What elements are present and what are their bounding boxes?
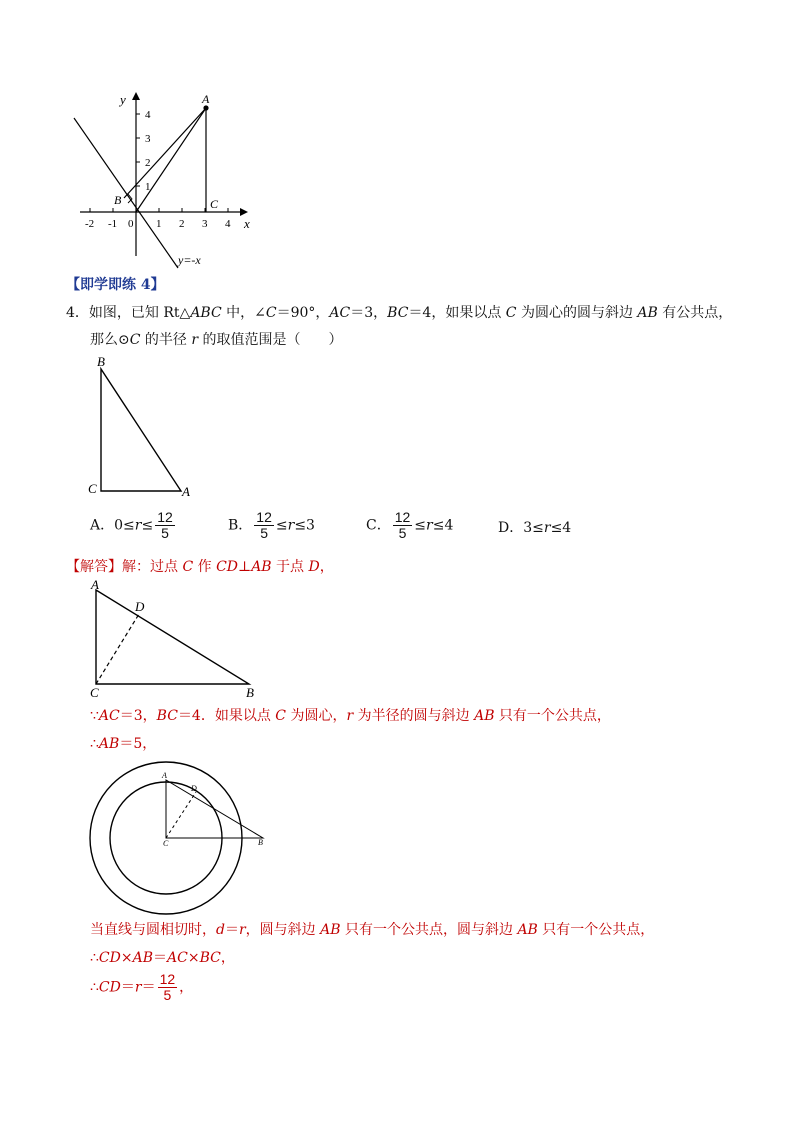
option-d[interactable]: D．3≤r≤4 — [498, 520, 572, 536]
y-tick: 4 — [145, 109, 151, 121]
answer-tag: 【解答】 — [66, 559, 122, 575]
option-a[interactable]: A．0≤r≤ $\frac{12}{5}$ — [90, 509, 173, 541]
circ-a-label: A — [162, 771, 167, 780]
tri1-a-label: A — [182, 484, 190, 499]
point-a-dot — [203, 105, 208, 110]
y-tick: 2 — [145, 157, 151, 169]
x-tick: 0 — [128, 218, 134, 230]
circles-figure — [86, 758, 276, 920]
x-tick: 1 — [156, 218, 162, 230]
x-axis-label: x — [244, 216, 250, 231]
point-b-label: B — [114, 193, 122, 207]
x-tick: 4 — [225, 218, 231, 230]
question-line-1: 4．如图，已知 Rt△ABC 中，∠C＝90°，AC＝3，BC＝4，如果以点 C 为圆心的圆与斜边 AB 有公共点， — [66, 305, 733, 321]
x-tick: 3 — [202, 218, 208, 230]
circ-d-label: D — [191, 784, 197, 793]
y-axis-label: y — [120, 92, 126, 107]
tri1-c-label: C — [88, 481, 97, 496]
answer-line-4: 当直线与圆相切时，d＝r，圆与斜边 AB 只有一个公共点，圆与斜边 AB 只有一个公共点， — [90, 922, 655, 938]
circ-c-label: C — [163, 839, 169, 848]
x-tick: 2 — [179, 218, 185, 230]
tri2-c-label: C — [90, 685, 99, 700]
triangle-figure-1 — [86, 354, 202, 500]
point-c-label: C — [210, 197, 219, 211]
point-a-label: A — [202, 92, 210, 106]
tri2-d-label: D — [135, 599, 145, 614]
answer-line-2: ∵AC＝3，BC＝4．如果以点 C 为圆心，r 为半径的圆与斜边 AB 只有一个公共点， — [90, 708, 611, 724]
circ-b-label: B — [258, 838, 263, 847]
tri2-a-label: A — [91, 578, 99, 592]
section-title: 【即学即练 4】 — [66, 277, 165, 293]
triangle-figure-2 — [86, 578, 266, 700]
answer-line-1: 【解答】解：过点 C 作 CD⊥AB 于点 D， — [66, 559, 334, 575]
coordinate-graph — [70, 88, 260, 270]
answer-line-3: ∴AB＝5， — [90, 736, 157, 752]
y-tick: 3 — [145, 133, 151, 145]
x-tick: -1 — [108, 218, 118, 230]
tri1-b-label: B — [97, 354, 105, 369]
tri2-b-label: B — [246, 685, 254, 700]
line-label: y=-x — [178, 253, 201, 267]
option-c[interactable]: C． $\frac{12}{5}$ ≤r≤4 — [366, 509, 454, 541]
x-tick: -2 — [85, 218, 95, 230]
question-line-2: 那么⊙C 的半径 r 的取值范围是（ ） — [90, 332, 343, 348]
option-b[interactable]: B． $\frac{12}{5}$ ≤r≤3 — [228, 509, 315, 541]
line-y-neg-x — [74, 118, 178, 268]
answer-line-5: ∴CD×AB＝AC×BC， — [90, 950, 235, 966]
answer-line-6: ∴CD＝r＝ $\frac{12}{5}$ ， — [90, 971, 194, 1003]
y-tick: 1 — [145, 181, 151, 193]
